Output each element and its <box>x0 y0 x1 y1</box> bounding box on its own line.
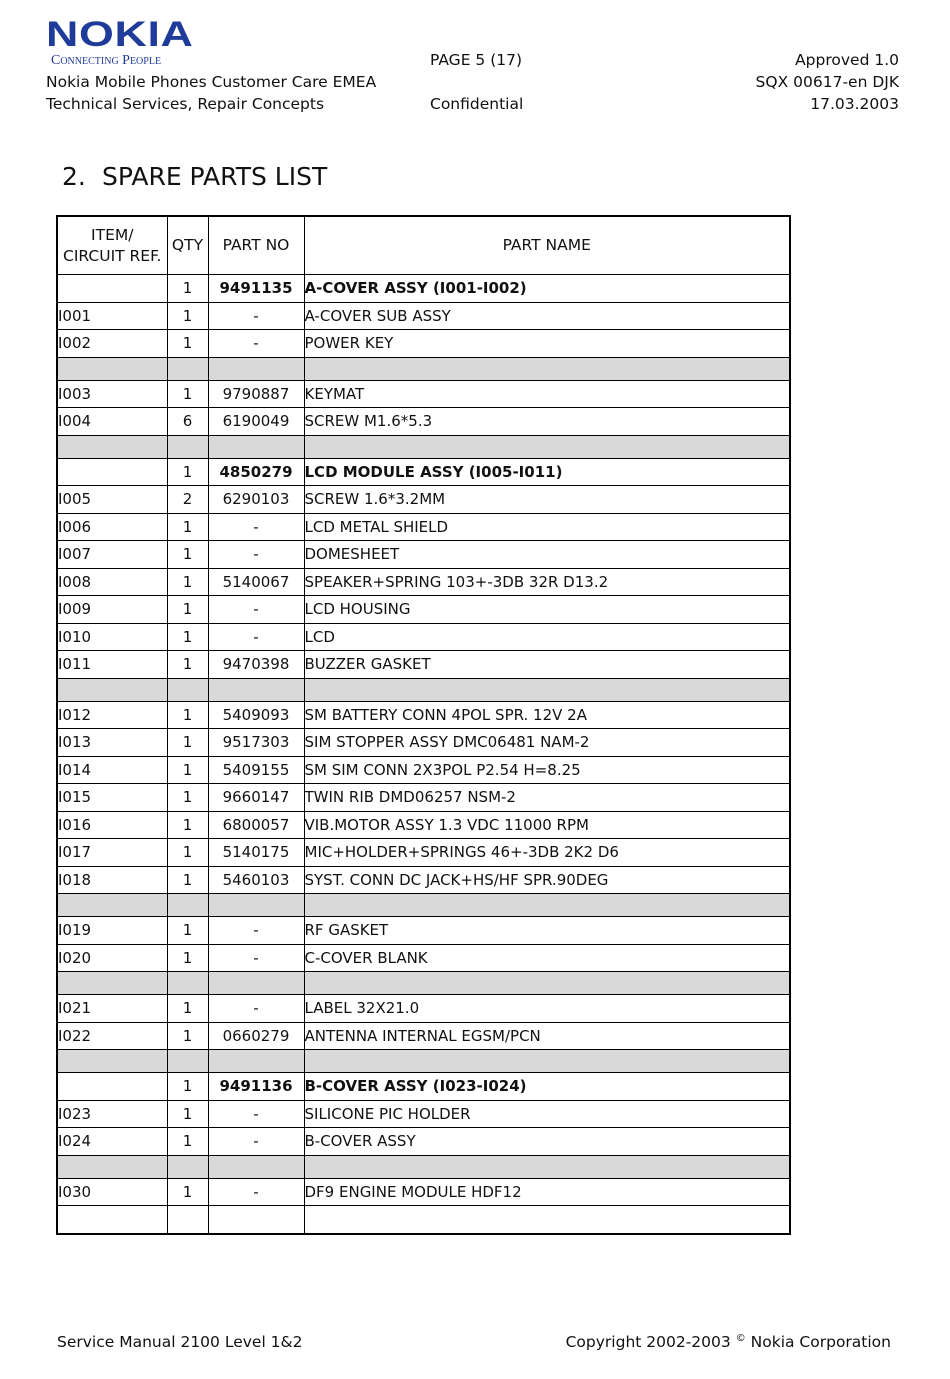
part-no-cell: 9491135 <box>208 275 304 303</box>
separator-row <box>57 678 790 701</box>
qty-cell: 1 <box>167 811 208 839</box>
part-name-cell: DF9 ENGINE MODULE HDF12 <box>304 1178 790 1206</box>
circuit-ref-cell: I013 <box>57 729 167 757</box>
table-row <box>57 330 790 358</box>
part-no-cell: - <box>208 1128 304 1156</box>
qty-cell: 1 <box>167 596 208 624</box>
table-row <box>57 513 790 541</box>
circuit-ref-cell: I017 <box>57 839 167 867</box>
separator-cell <box>167 678 208 701</box>
part-no-cell: - <box>208 513 304 541</box>
part-name-cell: DOMESHEET <box>304 541 790 569</box>
separator-cell <box>167 357 208 380</box>
qty-cell: 1 <box>167 866 208 894</box>
qty-cell: 1 <box>167 651 208 679</box>
separator-cell <box>57 435 167 458</box>
part-name-cell: SYST. CONN DC JACK+HS/HF SPR.90DEG <box>304 866 790 894</box>
table-row <box>57 917 790 945</box>
nokia-logo <box>46 15 194 68</box>
separator-cell <box>208 1050 304 1073</box>
table-row <box>57 623 790 651</box>
qty-cell: 1 <box>167 302 208 330</box>
table-row <box>57 380 790 408</box>
part-no-cell: - <box>208 1100 304 1128</box>
separator-cell <box>57 678 167 701</box>
part-name-cell: POWER KEY <box>304 330 790 358</box>
part-no-cell <box>208 1206 304 1234</box>
table-row <box>57 866 790 894</box>
assembly-row <box>57 275 790 303</box>
separator-row <box>57 357 790 380</box>
column-header-item: ITEM/ CIRCUIT REF. <box>57 216 167 275</box>
part-no-cell: - <box>208 330 304 358</box>
page-indicator: PAGE 5 (17) <box>430 51 523 69</box>
circuit-ref-cell: I011 <box>57 651 167 679</box>
part-name-cell: LCD METAL SHIELD <box>304 513 790 541</box>
separator-cell <box>208 1155 304 1178</box>
section-number: 2. <box>62 162 86 191</box>
separator-cell <box>304 678 790 701</box>
part-no-cell: - <box>208 541 304 569</box>
circuit-ref-cell: I030 <box>57 1178 167 1206</box>
column-header-part-no: PART NO <box>208 216 304 275</box>
part-name-cell: VIB.MOTOR ASSY 1.3 VDC 11000 RPM <box>304 811 790 839</box>
separator-cell <box>57 1050 167 1073</box>
qty-cell: 1 <box>167 784 208 812</box>
separator-row <box>57 894 790 917</box>
circuit-ref-cell: I021 <box>57 995 167 1023</box>
part-no-cell: 9491136 <box>208 1073 304 1101</box>
separator-cell <box>208 435 304 458</box>
circuit-ref-cell: I005 <box>57 486 167 514</box>
part-no-cell: - <box>208 995 304 1023</box>
logo-wordmark: NOKIA <box>46 15 194 54</box>
qty-cell: 1 <box>167 944 208 972</box>
part-name-cell: BUZZER GASKET <box>304 651 790 679</box>
qty-cell: 1 <box>167 623 208 651</box>
separator-cell <box>304 894 790 917</box>
part-no-cell: 9470398 <box>208 651 304 679</box>
qty-cell: 1 <box>167 1073 208 1101</box>
qty-cell: 1 <box>167 275 208 303</box>
table-row <box>57 944 790 972</box>
qty-cell <box>167 1206 208 1234</box>
separator-cell <box>208 972 304 995</box>
part-no-cell: 6290103 <box>208 486 304 514</box>
circuit-ref-cell: I016 <box>57 811 167 839</box>
part-no-cell: 6800057 <box>208 811 304 839</box>
separator-cell <box>167 435 208 458</box>
table-row <box>57 729 790 757</box>
qty-cell: 1 <box>167 1178 208 1206</box>
part-name-cell: LCD <box>304 623 790 651</box>
table-row <box>57 839 790 867</box>
separator-cell <box>208 894 304 917</box>
qty-cell: 1 <box>167 995 208 1023</box>
part-name-cell: LABEL 32X21.0 <box>304 995 790 1023</box>
column-header-qty: QTY <box>167 216 208 275</box>
part-no-cell: 9790887 <box>208 380 304 408</box>
assembly-row <box>57 1073 790 1101</box>
qty-cell: 1 <box>167 701 208 729</box>
qty-cell: 1 <box>167 458 208 486</box>
separator-cell <box>208 357 304 380</box>
part-name-cell: MIC+HOLDER+SPRINGS 46+-3DB 2K2 D6 <box>304 839 790 867</box>
separator-cell <box>304 1155 790 1178</box>
qty-cell: 1 <box>167 568 208 596</box>
qty-cell: 1 <box>167 513 208 541</box>
circuit-ref-cell: I018 <box>57 866 167 894</box>
separator-cell <box>304 435 790 458</box>
part-name-cell: SM SIM CONN 2X3POL P2.54 H=8.25 <box>304 756 790 784</box>
document-id: SQX 00617-en DJK <box>755 73 899 91</box>
part-name-cell: SCREW 1.6*3.2MM <box>304 486 790 514</box>
separator-row <box>57 1050 790 1073</box>
circuit-ref-cell: I015 <box>57 784 167 812</box>
table-row <box>57 651 790 679</box>
circuit-ref-cell <box>57 458 167 486</box>
table-row <box>57 568 790 596</box>
qty-cell: 1 <box>167 330 208 358</box>
separator-cell <box>57 357 167 380</box>
table-row <box>57 1206 790 1234</box>
part-no-cell: - <box>208 917 304 945</box>
qty-cell: 1 <box>167 1100 208 1128</box>
copyright-symbol: © <box>735 1333 746 1344</box>
table-row <box>57 1022 790 1050</box>
separator-cell <box>304 972 790 995</box>
part-name-cell: LCD HOUSING <box>304 596 790 624</box>
separator-cell <box>167 1050 208 1073</box>
qty-cell: 1 <box>167 380 208 408</box>
circuit-ref-cell: I004 <box>57 408 167 436</box>
part-name-cell: SPEAKER+SPRING 103+-3DB 32R D13.2 <box>304 568 790 596</box>
part-name-cell <box>304 1206 790 1234</box>
table-row <box>57 995 790 1023</box>
circuit-ref-cell: I014 <box>57 756 167 784</box>
circuit-ref-cell: I003 <box>57 380 167 408</box>
table-row <box>57 756 790 784</box>
qty-cell: 6 <box>167 408 208 436</box>
qty-cell: 2 <box>167 486 208 514</box>
separator-cell <box>167 1155 208 1178</box>
part-no-cell: 9660147 <box>208 784 304 812</box>
qty-cell: 1 <box>167 917 208 945</box>
circuit-ref-cell: I009 <box>57 596 167 624</box>
separator-cell <box>167 972 208 995</box>
table-header-row <box>57 216 790 275</box>
logo-tagline: Connecting People <box>51 53 162 68</box>
part-no-cell: - <box>208 623 304 651</box>
table-row <box>57 486 790 514</box>
part-name-cell: B-COVER ASSY (I023-I024) <box>304 1073 790 1101</box>
part-no-cell: - <box>208 944 304 972</box>
circuit-ref-cell: I024 <box>57 1128 167 1156</box>
table-row <box>57 302 790 330</box>
part-no-cell: 5409093 <box>208 701 304 729</box>
part-name-cell: RF GASKET <box>304 917 790 945</box>
separator-row <box>57 972 790 995</box>
qty-cell: 1 <box>167 756 208 784</box>
circuit-ref-cell: I002 <box>57 330 167 358</box>
qty-cell: 1 <box>167 1022 208 1050</box>
table-row <box>57 811 790 839</box>
circuit-ref-cell: I022 <box>57 1022 167 1050</box>
part-no-cell: - <box>208 1178 304 1206</box>
section-title: SPARE PARTS LIST <box>102 162 328 191</box>
circuit-ref-cell: I006 <box>57 513 167 541</box>
part-name-cell: A-COVER ASSY (I001-I002) <box>304 275 790 303</box>
separator-cell <box>304 357 790 380</box>
separator-cell <box>57 972 167 995</box>
qty-cell: 1 <box>167 541 208 569</box>
separator-cell <box>208 678 304 701</box>
qty-cell: 1 <box>167 1128 208 1156</box>
header-right <box>756 49 899 115</box>
separator-row <box>57 1155 790 1178</box>
table-row <box>57 1128 790 1156</box>
part-name-cell: SIM STOPPER ASSY DMC06481 NAM-2 <box>304 729 790 757</box>
circuit-ref-cell <box>57 275 167 303</box>
separator-cell <box>167 894 208 917</box>
section-heading <box>62 162 327 191</box>
part-name-cell: A-COVER SUB ASSY <box>304 302 790 330</box>
part-no-cell: 5409155 <box>208 756 304 784</box>
footer-manual-title: Service Manual 2100 Level 1&2 <box>57 1333 303 1351</box>
table-row <box>57 784 790 812</box>
circuit-ref-cell: I019 <box>57 917 167 945</box>
part-no-cell: 6190049 <box>208 408 304 436</box>
table-row <box>57 541 790 569</box>
part-name-cell: TWIN RIB DMD06257 NSM-2 <box>304 784 790 812</box>
circuit-ref-cell: I001 <box>57 302 167 330</box>
part-name-cell: SM BATTERY CONN 4POL SPR. 12V 2A <box>304 701 790 729</box>
document-date: 17.03.2003 <box>810 95 899 113</box>
approval-status: Approved 1.0 <box>795 51 899 69</box>
table-row <box>57 596 790 624</box>
separator-row <box>57 435 790 458</box>
table-row <box>57 408 790 436</box>
part-no-cell: 0660279 <box>208 1022 304 1050</box>
circuit-ref-cell: I007 <box>57 541 167 569</box>
part-name-cell: C-COVER BLANK <box>304 944 790 972</box>
part-no-cell: 4850279 <box>208 458 304 486</box>
part-name-cell: LCD MODULE ASSY (I005-I011) <box>304 458 790 486</box>
part-no-cell: 5140175 <box>208 839 304 867</box>
org-line: Nokia Mobile Phones Customer Care EMEA <box>46 73 377 91</box>
separator-cell <box>57 1155 167 1178</box>
circuit-ref-cell: I023 <box>57 1100 167 1128</box>
spare-parts-table <box>56 215 791 1235</box>
dept-line: Technical Services, Repair Concepts <box>46 95 325 113</box>
separator-cell <box>57 894 167 917</box>
part-name-cell: KEYMAT <box>304 380 790 408</box>
footer-copyright: Copyright 2002-2003 © Nokia Corporation <box>565 1333 891 1352</box>
table-row <box>57 701 790 729</box>
separator-cell <box>304 1050 790 1073</box>
header-left <box>46 71 376 115</box>
column-header-part-name: PART NAME <box>304 216 790 275</box>
part-no-cell: 5140067 <box>208 568 304 596</box>
circuit-ref-cell: I010 <box>57 623 167 651</box>
confidential-label: Confidential <box>430 95 524 113</box>
table-body <box>57 275 790 1234</box>
part-no-cell: 5460103 <box>208 866 304 894</box>
part-name-cell: ANTENNA INTERNAL EGSM/PCN <box>304 1022 790 1050</box>
circuit-ref-cell <box>57 1206 167 1234</box>
part-name-cell: SCREW M1.6*5.3 <box>304 408 790 436</box>
part-no-cell: - <box>208 302 304 330</box>
header-middle <box>430 49 523 115</box>
qty-cell: 1 <box>167 729 208 757</box>
qty-cell: 1 <box>167 839 208 867</box>
circuit-ref-cell: I012 <box>57 701 167 729</box>
part-no-cell: 9517303 <box>208 729 304 757</box>
table-row <box>57 1100 790 1128</box>
part-name-cell: SILICONE PIC HOLDER <box>304 1100 790 1128</box>
part-no-cell: - <box>208 596 304 624</box>
circuit-ref-cell: I008 <box>57 568 167 596</box>
part-name-cell: B-COVER ASSY <box>304 1128 790 1156</box>
table-row <box>57 1178 790 1206</box>
circuit-ref-cell <box>57 1073 167 1101</box>
assembly-row <box>57 458 790 486</box>
circuit-ref-cell: I020 <box>57 944 167 972</box>
